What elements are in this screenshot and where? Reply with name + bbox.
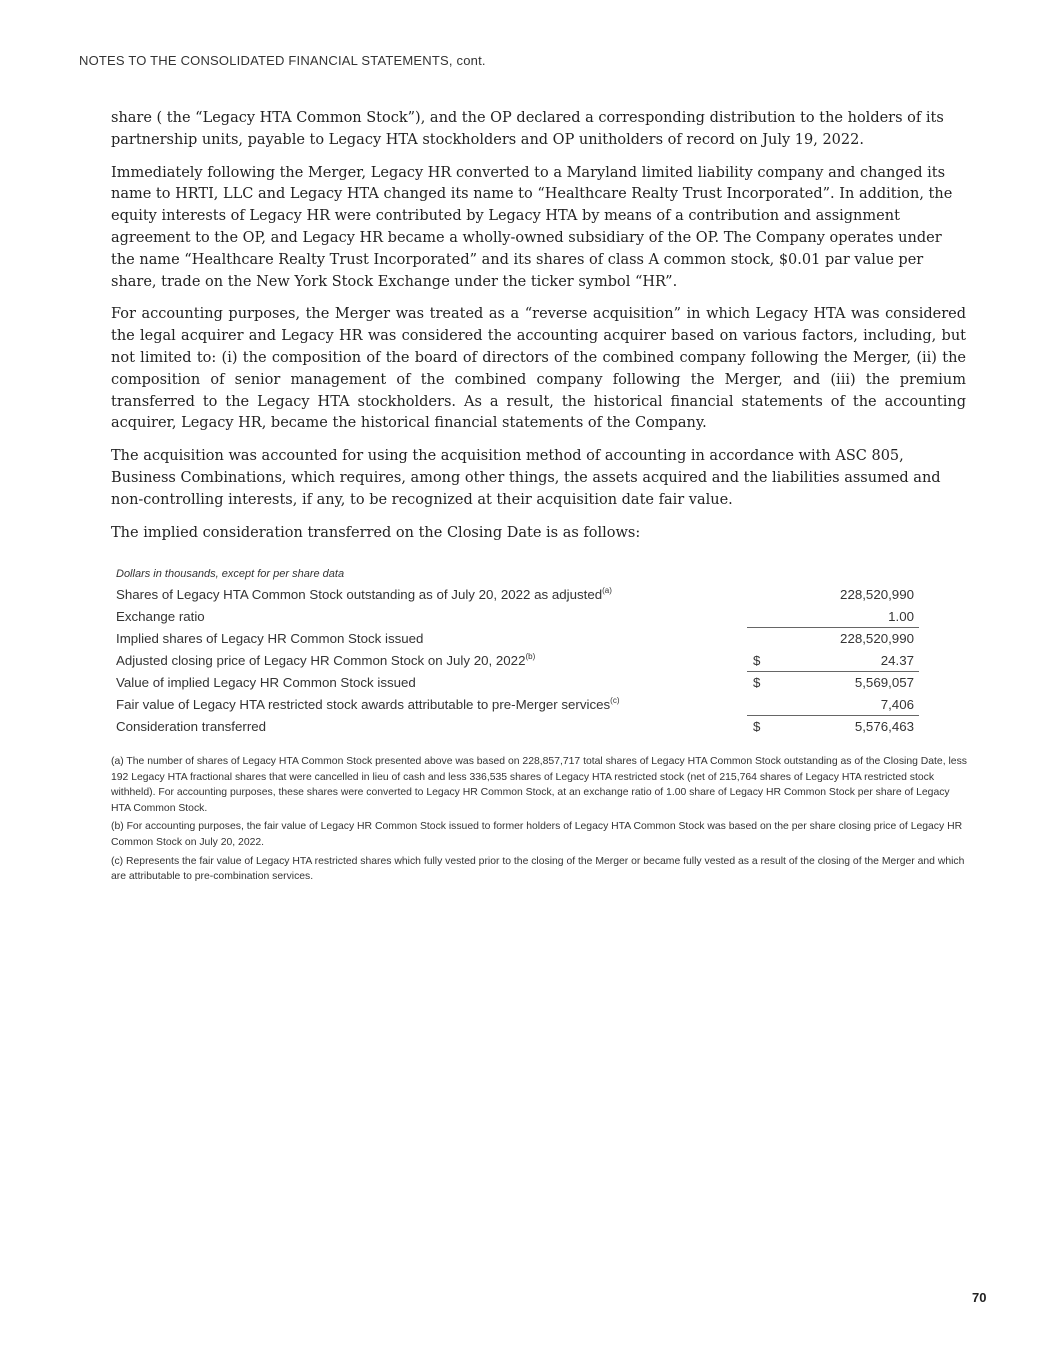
- paragraph: share ( the “Legacy HTA Common Stock”), and the OP declared a corresponding distribution to the holders of its partnership units, payable to Legacy HTA stockholders and OP unitholders of record on July 19, 2022.: [111, 110, 944, 148]
- row-currency: $: [753, 675, 761, 690]
- row-value: 7,406: [880, 697, 914, 712]
- subtotal-rule: [747, 627, 919, 628]
- table-row: [111, 693, 919, 715]
- page-header: NOTES TO THE CONSOLIDATED FINANCIAL STATEMENTS, cont.: [79, 53, 486, 68]
- footnote: (a) The number of shares of Legacy HTA Common Stock presented above was based on 228,857,717 total shares of Legacy HTA Common Stock outstanding as of the Closing Date, less 192 Legacy HTA fractional shares that were cancelled in lieu of cash and less 336,535 shares of Legacy HTA restricted stock (net of 215,764 shares of Legacy HTA restricted stock withheld). For accounting purposes, these shares were converted to Legacy HR Common Stock, at an exchange ratio of 1.00 share of Legacy HR Common Stock per share of Legacy HTA Common Stock.: [111, 756, 967, 814]
- footnote-ref: (c): [610, 696, 620, 705]
- footnote: (c) Represents the fair value of Legacy HTA restricted shares which fully vested prior to the closing of the Merger or became fully vested as a result of the closing of the Merger and which are attributable to pre-combination services.: [111, 855, 965, 883]
- row-value: 5,576,463: [854, 719, 914, 734]
- table-row: [111, 671, 919, 693]
- body-text: [111, 108, 966, 555]
- footnotes: [111, 754, 969, 888]
- total-rule: [747, 715, 919, 716]
- row-label: Exchange ratio: [116, 609, 205, 624]
- subtotal-rule: [747, 671, 919, 672]
- table-row: [111, 605, 919, 627]
- row-value: 228,520,990: [840, 631, 914, 646]
- row-value: 24.37: [880, 653, 914, 668]
- row-value: 228,520,990: [840, 587, 914, 602]
- row-label: Fair value of Legacy HTA restricted stock awards attributable to pre-Merger services$^{(c)}$: [116, 696, 620, 712]
- row-value: 5,569,057: [854, 675, 914, 690]
- footnote: (b) For accounting purposes, the fair value of Legacy HR Common Stock issued to former holders of Legacy HTA Common Stock was based on the per share closing price of Legacy HR Common Stock on July 20, 2022.: [111, 821, 963, 848]
- paragraph: For accounting purposes, the Merger was treated as a “reverse acquisition” in which Legacy HTA was considered the legal acquirer and Legacy HR was considered the accounting acquirer based on various factors, including, but not limited to: (i) the composition of the board of directors of the combined company following the Merger, (ii) the composition of senior management of the combined company following the Merger, and (iii) the premium transferred to the Legacy HTA stockholders. As a result, the historical financial statements of the accounting acquirer, Legacy HR, became the historical financial statements of the Company.: [111, 306, 966, 432]
- row-value: 1.00: [888, 609, 914, 624]
- row-label: Adjusted closing price of Legacy HR Common Stock on July 20, 2022$^{(b)}$: [116, 652, 536, 668]
- table-row-total: [111, 715, 919, 737]
- paragraph: The acquisition was accounted for using the acquisition method of accounting in accordance with ASC 805, Business Combinations, which requires, among other things, the assets acquired and the liabilities assumed and non-controlling interests, if any, to be recognized at their acquisition date fair value.: [111, 448, 941, 508]
- paragraph: The implied consideration transferred on the Closing Date is as follows:: [111, 524, 641, 541]
- row-currency: $: [753, 653, 761, 668]
- table-row: [111, 649, 919, 671]
- row-currency: $: [753, 719, 761, 734]
- row-label: Value of implied Legacy HR Common Stock issued: [116, 675, 416, 690]
- footnote-ref: (b): [525, 652, 536, 661]
- table-row: [111, 627, 919, 649]
- row-label: Implied shares of Legacy HR Common Stock issued: [116, 631, 424, 646]
- paragraph: Immediately following the Merger, Legacy HR converted to a Maryland limited liability company and changed its name to HRTI, LLC and Legacy HTA changed its name to “Healthcare Realty Trust Incorporated”. In addition, the equity interests of Legacy HR were contributed by Legacy HTA by means of a contribution and assignment agreement to the OP, and Legacy HR became a wholly-owned subsidiary of the OP. The Company operates under the name “Healthcare Realty Trust Incorporated” and its shares of class A common stock, $0.01 par value per share, trade on the New York Stock Exchange under the ticker symbol “HR”.: [111, 164, 953, 290]
- row-label: Consideration transferred: [116, 719, 267, 734]
- page-number: 70: [972, 1290, 987, 1305]
- row-label: Shares of Legacy HTA Common Stock outstanding as of July 20, 2022 as adjusted$^{(a)}$: [116, 586, 612, 602]
- table-row: [111, 583, 919, 605]
- table-caption: Dollars in thousands, except for per share data: [116, 568, 345, 580]
- consideration-table: [111, 565, 919, 737]
- footnote-ref: (a): [602, 586, 612, 595]
